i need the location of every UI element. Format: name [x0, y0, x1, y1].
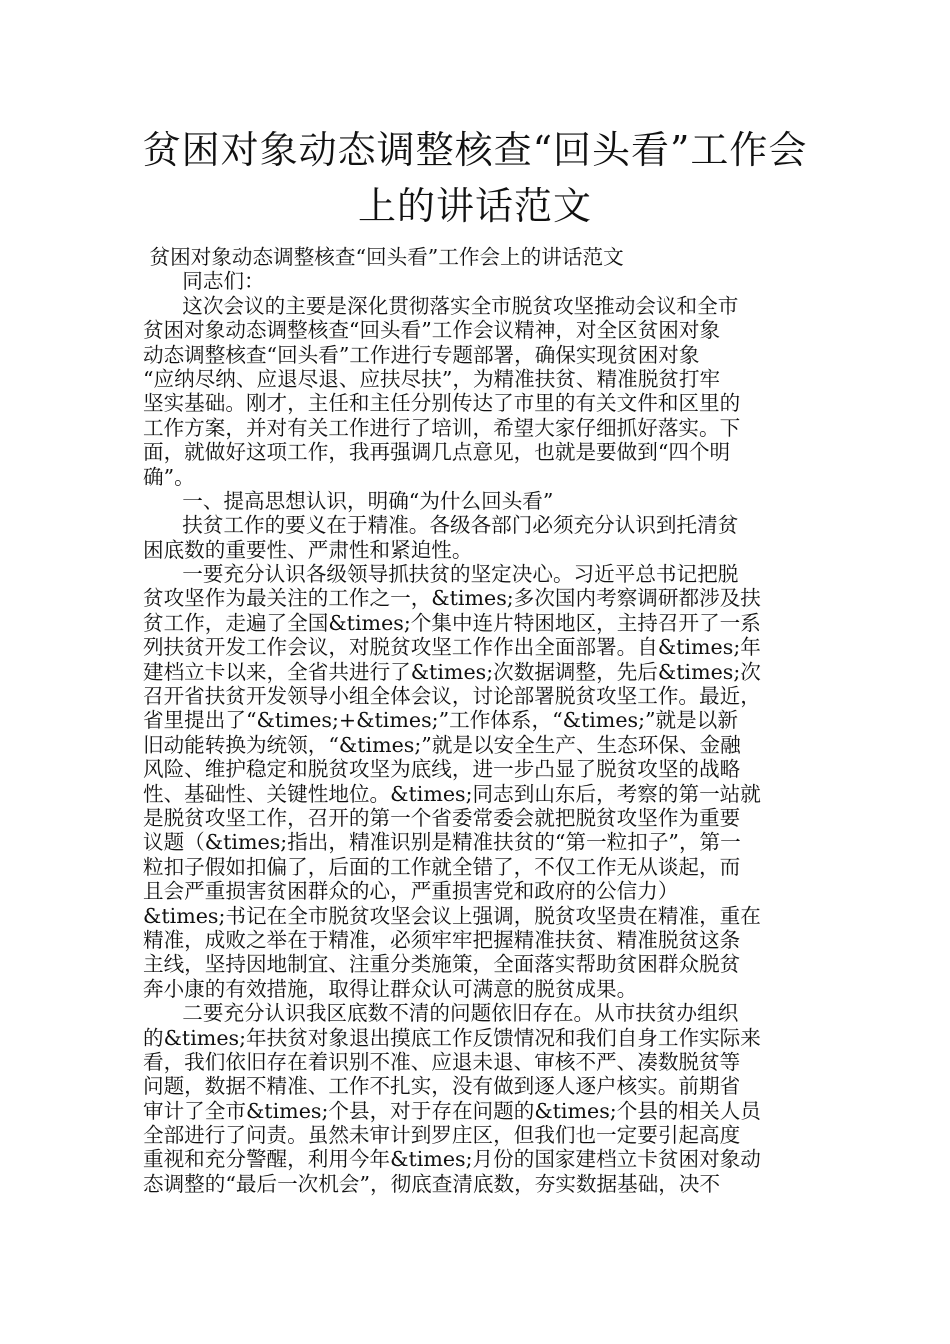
body-line: 召开省扶贫开发领导小组全体会议，讨论部署脱贫攻坚工作。最近，	[143, 684, 761, 709]
body-line: 性、基础性、关键性地位。&times;同志到山东后，考察的第一站就	[143, 781, 761, 806]
body-line: 工作方案，并对有关工作进行了培训，希望大家仔细抓好落实。下	[143, 415, 741, 440]
body-line: 贫困对象动态调整核查“回头看”工作会上的讲话范文	[143, 245, 624, 269]
body-line: 贫工作，走遍了全国&times;个集中连片特困地区，主持召开了一系	[143, 610, 761, 635]
body-line: 这次会议的主要是深化贯彻落实全市脱贫攻坚推动会议和全市	[143, 293, 739, 318]
body-line: 一要充分认识各级领导抓扶贫的坚定决心。习近平总书记把脱	[143, 562, 739, 587]
body-line: 的&times;年扶贫对象退出摸底工作反馈情况和我们自身工作实际来	[143, 1025, 761, 1050]
body-line: 态调整的“最后一次机会”，彻底查清底数，夯实数据基础，决不	[143, 1171, 721, 1196]
body-line: 建档立卡以来，全省共进行了&times;次数据调整，先后&times;次	[143, 659, 761, 684]
body-line: &times;书记在全市脱贫攻坚会议上强调，脱贫攻坚贵在精准，重在	[143, 903, 761, 928]
body-line: 坚实基础。刚才，主任和主任分别传达了市里的有关文件和区里的	[143, 391, 741, 416]
document-title	[100, 122, 850, 234]
body-line: 是脱贫攻坚工作，召开的第一个省委常委会就把脱贫攻坚作为重要	[143, 805, 741, 830]
body-line: 奔小康的有效措施，取得让群众认可满意的脱贫成果。	[143, 976, 638, 1001]
body-line: 粒扣子假如扣偏了，后面的工作就全错了，不仅工作无从谈起，而	[143, 854, 741, 879]
section-heading: 一、提高思想认识，明确“为什么回头看”	[143, 488, 554, 513]
body-line: 省里提出了“&times;+&times;”工作体系，“&times;”就是以新	[143, 708, 738, 733]
body-line: 看，我们依旧存在着识别不准、应退未退、审核不严、凑数脱贫等	[143, 1049, 741, 1074]
body-line: 贫攻坚作为最关注的工作之一，&times;多次国内考察调研都涉及扶	[143, 586, 761, 611]
body-line: 主线，坚持因地制宜、注重分类施策，全面落实帮助贫困群众脱贫	[143, 952, 741, 977]
body-line: 同志们：	[143, 269, 265, 294]
body-line: 困底数的重要性、严肃性和紧迫性。	[143, 537, 473, 562]
body-line: 面，就做好这项工作，我再强调几点意见，也就是要做到“四个明	[143, 440, 731, 465]
body-line: 风险、维护稳定和脱贫攻坚为底线，进一步凸显了脱贫攻坚的战略	[143, 757, 741, 782]
body-line: 审计了全市&times;个县，对于存在问题的&times;个县的相关人员	[143, 1098, 761, 1123]
document-body	[143, 245, 807, 1196]
body-line: 旧动能转换为统领，“&times;”就是以安全生产、生态环保、金融	[143, 732, 741, 757]
body-line: 二要充分认识我区底数不清的问题依旧存在。从市扶贫办组织	[143, 1001, 739, 1026]
body-line: 列扶贫开发工作会议，对脱贫攻坚工作作出全面部署。自&times;年	[143, 635, 761, 660]
body-line: 全部进行了问责。虽然未审计到罗庄区，但我们也一定要引起高度	[143, 1123, 741, 1148]
body-line: 动态调整核查“回头看”工作进行专题部署，确保实现贫困对象	[143, 342, 700, 367]
body-line: 重视和充分警醒，利用今年&times;月份的国家建档立卡贫困对象动	[143, 1147, 761, 1172]
body-line: 扶贫工作的要义在于精准。各级各部门必须充分认识到托清贫	[143, 513, 739, 538]
body-line: 贫困对象动态调整核查“回头看”工作会议精神，对全区贫困对象	[143, 318, 721, 343]
body-line: 确”。	[143, 464, 195, 489]
body-line: 精准，成败之举在于精准，必须牢牢把握精准扶贫、精准脱贫这条	[143, 927, 741, 952]
body-line: “应纳尽纳、应退尽退、应扶尽扶”，为精准扶贫、精准脱贫打牢	[143, 366, 721, 391]
title-line: 贫困对象动态调整核查“回头看”工作会	[142, 128, 808, 172]
body-line: 且会严重损害贫困群众的心，严重损害党和政府的公信力）	[143, 879, 679, 904]
body-line: 问题，数据不精准、工作不扎实，没有做到逐人逐户核实。前期省	[143, 1074, 741, 1099]
body-line: 议题（&times;指出，精准识别是精准扶贫的“第一粒扣子”，第一	[143, 830, 741, 855]
title-line: 上的讲话范文	[357, 184, 592, 228]
